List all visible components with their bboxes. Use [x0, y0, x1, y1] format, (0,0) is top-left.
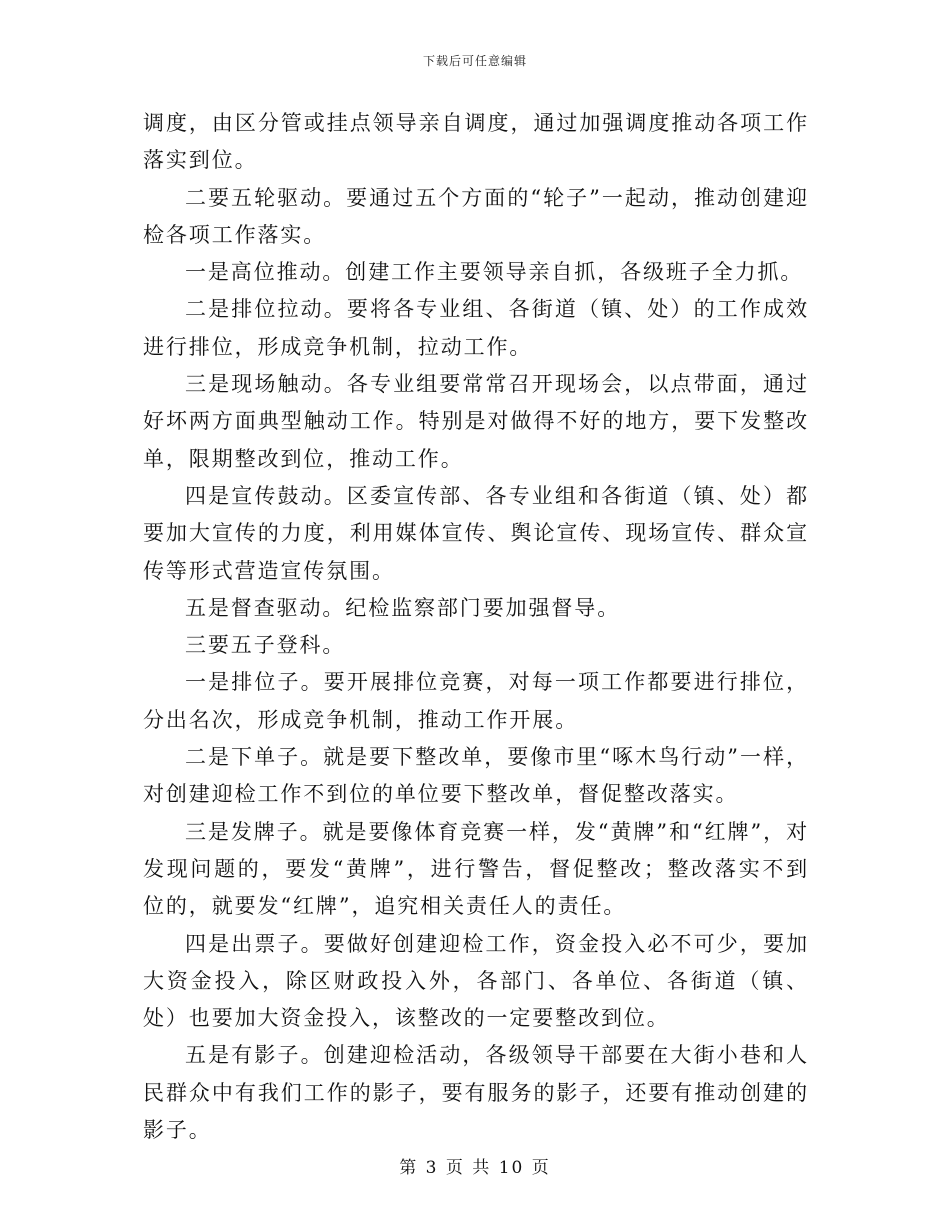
- paragraph: 二是下单子。就是要下整改单，要像市里“啄木鸟行动”一样，对创建迎检工作不到位的单位要下整改单，督促整改落实。: [143, 745, 809, 807]
- paragraph: 二要五轮驱动。要通过五个方面的“轮子”一起动，推动创建迎检各项工作落实。: [143, 185, 809, 247]
- paragraph: 一是高位推动。创建工作主要领导亲自抓，各级班子全力抓。: [185, 260, 804, 285]
- paragraph: 三要五子登科。: [185, 633, 346, 658]
- header-note: 下载后可任意编辑: [422, 54, 527, 68]
- paragraph: 五是督查驱动。纪检监察部门要加强督导。: [185, 595, 621, 620]
- document-body: [143, 105, 809, 1149]
- page-number-footer: 第 3 页 共 10 页: [399, 1158, 551, 1178]
- paragraph: 五是有影子。创建迎检活动，各级领导干部要在大街小巷和人民群众中有我们工作的影子，要有服务的影子，还要有推动创建的影子。: [143, 1043, 809, 1143]
- paragraph: 四是宣传鼓动。区委宣传部、各专业组和各街道（镇、处）都要加大宣传的力度，利用媒体宣传、舆论宣传、现场宣传、群众宣传等形式营造宣传氛围。: [143, 483, 809, 583]
- paragraph: 调度，由区分管或挂点领导亲自调度，通过加强调度推动各项工作落实到位。: [143, 111, 809, 173]
- paragraph: 三是发牌子。就是要像体育竞赛一样，发“黄牌”和“红牌”，对发现问题的，要发“黄牌”，进行警告，督促整改；整改落实不到位的，就要发“红牌”，追究相关责任人的责任。: [143, 819, 809, 919]
- paragraph: 二是排位拉动。要将各专业组、各街道（镇、处）的工作成效进行排位，形成竞争机制，拉动工作。: [143, 297, 809, 359]
- paragraph: 一是排位子。要开展排位竞赛，对每一项工作都要进行排位，分出名次，形成竞争机制，推动工作开展。: [143, 670, 809, 732]
- paragraph: 四是出票子。要做好创建迎检工作，资金投入必不可少，要加大资金投入，除区财政投入外，各部门、各单位、各街道（镇、处）也要加大资金投入，该整改的一定要整改到位。: [143, 931, 809, 1031]
- paragraph: 三是现场触动。各专业组要常常召开现场会，以点带面，通过好坏两方面典型触动工作。特别是对做得不好的地方，要下发整改单，限期整改到位，推动工作。: [143, 372, 809, 471]
